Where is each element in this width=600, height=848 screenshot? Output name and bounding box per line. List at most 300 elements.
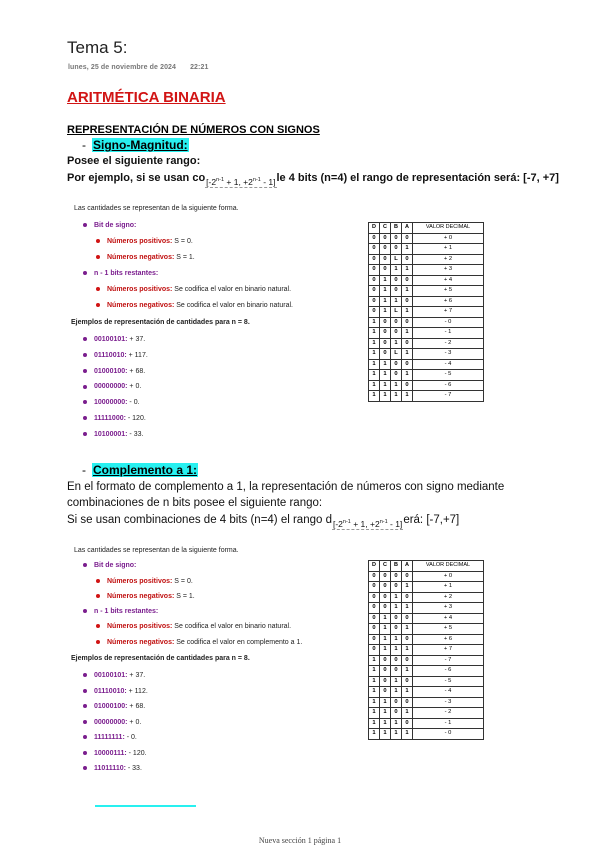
table-cell: + 4 (413, 275, 484, 286)
table-row (369, 254, 484, 265)
table-cell: + 3 (413, 265, 484, 276)
time-text: 22:21 (190, 64, 209, 71)
table-row (369, 592, 484, 603)
table-row (369, 687, 484, 698)
signo-bit-signo (83, 222, 136, 229)
example-item (83, 352, 148, 359)
table-cell: 0 (402, 233, 413, 244)
table-cell: 0 (391, 571, 402, 582)
date-text: lunes, 25 de noviembre de 2024 (68, 64, 177, 71)
table-cell: 1 (391, 718, 402, 729)
table-cell: - 5 (413, 676, 484, 687)
neg2-text: Se codifica el valor en complemento a 1. (174, 639, 303, 646)
table-cell: 0 (369, 592, 380, 603)
table-row (369, 708, 484, 719)
example-binary: 00100101: (94, 672, 128, 679)
table-cell: 0 (391, 317, 402, 328)
comp-line3-end: erá: [-7,+7] (403, 514, 460, 526)
table-cell: - 2 (413, 338, 484, 349)
table-cell: 1 (380, 708, 391, 719)
bullet-icon (83, 720, 87, 724)
table-cell: 0 (380, 592, 391, 603)
signo-figure (68, 205, 358, 438)
formula-mid: + 1, +2 (350, 519, 380, 529)
example-item (83, 765, 142, 772)
main-title: ARITMÉTICA BINARIA (67, 89, 226, 106)
table-cell: 1 (380, 624, 391, 635)
comp-heading (82, 463, 198, 477)
neg-label: Números negativos: (107, 254, 175, 261)
table-cell: 0 (391, 697, 402, 708)
signo-line1: Posee el siguiente rango: (67, 155, 201, 167)
example-value: - 33. (127, 430, 144, 438)
table-cell: 1 (369, 697, 380, 708)
table-cell: 0 (402, 718, 413, 729)
table-cell: 1 (402, 328, 413, 339)
table-cell: 0 (369, 613, 380, 624)
pos-text: S = 0. (172, 238, 193, 245)
table-row (369, 634, 484, 645)
example-item (83, 368, 145, 375)
table-cell: 0 (380, 349, 391, 360)
table-cell: - 5 (413, 370, 484, 381)
formula-exp2: n-1 (379, 519, 388, 526)
table-cell: - 6 (413, 666, 484, 677)
table-header-cell: VALOR DECIMAL (413, 561, 484, 572)
table-cell: 0 (369, 624, 380, 635)
table-cell: 0 (391, 624, 402, 635)
example-binary: 01000100: (94, 367, 128, 375)
table-header-cell: A (402, 223, 413, 234)
example-value: + 0. (127, 718, 142, 726)
table-row (369, 338, 484, 349)
table-cell: + 5 (413, 624, 484, 635)
formula-exp2: n-1 (252, 177, 261, 184)
table-row (369, 265, 484, 276)
signo-intro: Las cantidades se representan de la siguiente forma. (74, 205, 239, 212)
table-cell: 1 (369, 708, 380, 719)
table-cell: 0 (402, 676, 413, 687)
comp-neg (96, 593, 195, 600)
example-value: + 112. (126, 687, 148, 695)
table-cell: 1 (391, 676, 402, 687)
table-cell: - 3 (413, 697, 484, 708)
table-cell: 0 (391, 582, 402, 593)
table-row (369, 349, 484, 360)
table-cell: 0 (380, 254, 391, 265)
table-cell: + 0 (413, 233, 484, 244)
example-value: - 33. (125, 765, 142, 772)
table-cell: 0 (402, 592, 413, 603)
table-cell: 1 (402, 729, 413, 740)
table-cell: 1 (369, 729, 380, 740)
table-cell: L (391, 349, 402, 360)
table-cell: + 7 (413, 645, 484, 656)
table-row (369, 624, 484, 635)
formula-mid: + 1, +2 (224, 177, 253, 187)
signo-line2 (67, 172, 559, 187)
table-cell: 0 (391, 233, 402, 244)
comp-restantes (83, 608, 158, 615)
table-cell: 1 (369, 380, 380, 391)
table-cell: - 1 (413, 328, 484, 339)
signo-heading (82, 138, 189, 152)
formula-open: [-2 (206, 177, 217, 187)
table-cell: 0 (380, 655, 391, 666)
example-value: + 0. (127, 383, 142, 391)
bullet-icon (96, 579, 100, 583)
example-binary: 11111111: (94, 734, 125, 741)
bullet-icon (83, 337, 87, 341)
bit-signo-label: Bit de signo: (94, 222, 137, 229)
table-cell: 0 (380, 338, 391, 349)
signo-formula (205, 177, 276, 188)
signo-ejemplos: Ejemplos de representación de cantidades para n = 8. (71, 319, 250, 326)
table-cell: 1 (402, 582, 413, 593)
table-cell: 0 (369, 244, 380, 255)
bullet-icon (83, 563, 87, 567)
table-cell: 1 (402, 349, 413, 360)
table-row (369, 603, 484, 614)
table-cell: + 2 (413, 592, 484, 603)
table-cell: 0 (369, 603, 380, 614)
table-cell: 0 (369, 265, 380, 276)
signo-neg2 (96, 302, 293, 309)
table-row (369, 571, 484, 582)
table-cell: - 3 (413, 349, 484, 360)
table-cell: 1 (380, 296, 391, 307)
example-binary: 01110010: (94, 351, 127, 359)
table-row (369, 697, 484, 708)
table-cell: - 4 (413, 359, 484, 370)
table-cell: 1 (369, 687, 380, 698)
table-row (369, 582, 484, 593)
example-item (83, 336, 145, 343)
table-row (369, 275, 484, 286)
table-cell: + 4 (413, 613, 484, 624)
comp-pos (96, 578, 193, 585)
formula-exp1: n-1 (216, 177, 225, 184)
bullet-icon (83, 766, 87, 770)
comp-line1: En el formato de complemento a 1, la representación de números con signo mediante (67, 481, 505, 493)
table-cell: 0 (380, 687, 391, 698)
bullet-icon (83, 735, 87, 739)
table-cell: - 7 (413, 655, 484, 666)
table-cell: 0 (391, 359, 402, 370)
table-cell: 1 (380, 370, 391, 381)
table-cell: 0 (402, 655, 413, 666)
formula-close: - 1] (260, 177, 276, 187)
bullet-icon (83, 416, 87, 420)
table-cell: 1 (380, 645, 391, 656)
pos2-label: Números positivos: (107, 286, 173, 293)
table-row (369, 666, 484, 677)
table-cell: 0 (369, 307, 380, 318)
bullet-icon (96, 594, 100, 598)
table-cell: + 7 (413, 307, 484, 318)
table-cell: 0 (391, 708, 402, 719)
table-cell: + 1 (413, 582, 484, 593)
table-cell: 1 (369, 370, 380, 381)
table-cell: 0 (380, 317, 391, 328)
table-row (369, 718, 484, 729)
table-header-cell: D (369, 223, 380, 234)
comp-line3-start: Si se usan combinaciones de 4 bits (n=4) el rango d (67, 514, 332, 526)
table-cell: 1 (391, 380, 402, 391)
example-binary: 00000000: (94, 718, 128, 726)
table-cell: 0 (380, 666, 391, 677)
table-cell: 1 (380, 729, 391, 740)
pos-text: S = 0. (172, 578, 193, 585)
table-cell: 1 (380, 359, 391, 370)
table-cell: 0 (380, 328, 391, 339)
page-footer: Nueva sección 1 página 1 (258, 836, 342, 845)
table-cell: 1 (402, 708, 413, 719)
table-row (369, 370, 484, 381)
table-cell: + 3 (413, 603, 484, 614)
table-cell: 1 (391, 687, 402, 698)
example-value: - 120. (126, 749, 147, 757)
neg2-label: Números negativos: (107, 639, 175, 646)
table-cell: 1 (391, 391, 402, 402)
bullet-icon (83, 609, 87, 613)
table-cell: 1 (380, 275, 391, 286)
table-cell: + 5 (413, 286, 484, 297)
signo-dash: - (82, 138, 86, 152)
table-cell: 1 (369, 655, 380, 666)
example-binary: 10000000: (94, 399, 128, 407)
example-binary: 10000111: (94, 749, 127, 757)
example-item (83, 383, 141, 390)
table-cell: 0 (402, 275, 413, 286)
example-binary: 10100001: (94, 430, 128, 438)
table-cell: 1 (369, 666, 380, 677)
table-cell: - 0 (413, 317, 484, 328)
bullet-icon (83, 673, 87, 677)
example-value: - 0. (127, 399, 140, 407)
table-cell: 0 (369, 275, 380, 286)
table-cell: 1 (380, 718, 391, 729)
table-cell: 0 (369, 254, 380, 265)
table-cell: 0 (380, 582, 391, 593)
table-cell: 0 (380, 233, 391, 244)
pos2-label: Números positivos: (107, 623, 173, 630)
table-cell: 0 (402, 317, 413, 328)
table-cell: 1 (380, 391, 391, 402)
pos2-text: Se codifica el valor en binario natural. (172, 623, 292, 630)
comp-table (368, 560, 484, 740)
table-cell: 0 (391, 275, 402, 286)
signo-heading-text: Signo-Magnitud: (93, 138, 188, 152)
bullet-icon (83, 223, 87, 227)
example-item (83, 688, 148, 695)
table-cell: 1 (369, 676, 380, 687)
table-cell: 1 (369, 349, 380, 360)
table-cell: 1 (391, 296, 402, 307)
comp-intro: Las cantidades se representan de la siguiente forma. (74, 547, 239, 554)
table-cell: 1 (380, 697, 391, 708)
signo-pos2 (96, 286, 291, 293)
table-cell: 1 (369, 391, 380, 402)
table-cell: 1 (369, 328, 380, 339)
bullet-icon (83, 751, 87, 755)
neg-text: S = 1. (174, 254, 195, 261)
table-row (369, 613, 484, 624)
table-cell: 0 (391, 666, 402, 677)
example-item (83, 672, 145, 679)
table-row (369, 676, 484, 687)
formula-exp1: n-1 (342, 519, 351, 526)
bullet-icon (83, 271, 87, 275)
restantes-label: n - 1 bits restantes: (94, 270, 159, 277)
bullet-icon (83, 704, 87, 708)
signo-line2-start: Por ejemplo, si se usan co (67, 172, 206, 184)
table-cell: 0 (402, 296, 413, 307)
example-binary: 11111000: (94, 415, 126, 422)
table-cell: 0 (402, 254, 413, 265)
table-row (369, 233, 484, 244)
bullet-icon (83, 400, 87, 404)
table-cell: 0 (391, 286, 402, 297)
formula-close: - 1] (387, 519, 403, 529)
pos2-text: Se codifica el valor en binario natural. (172, 286, 292, 293)
table-cell: 0 (380, 571, 391, 582)
table-cell: 0 (402, 571, 413, 582)
table-header-cell: B (391, 561, 402, 572)
table-cell: 1 (391, 592, 402, 603)
table-row (369, 359, 484, 370)
table-cell: 0 (380, 603, 391, 614)
signo-restantes (83, 270, 158, 277)
table-header-row (369, 223, 484, 234)
comp-line2: combinaciones de n bits posee el siguiente rango: (67, 497, 323, 509)
table-row (369, 645, 484, 656)
example-value: + 37. (127, 672, 146, 679)
example-item (83, 415, 146, 422)
table-cell: 1 (402, 645, 413, 656)
bullet-icon (83, 432, 87, 436)
table-cell: 1 (380, 286, 391, 297)
comp-ejemplos: Ejemplos de representación de cantidades para n = 8. (71, 655, 250, 662)
table-cell: 0 (369, 571, 380, 582)
bullet-icon (96, 287, 100, 291)
table-cell: 0 (391, 244, 402, 255)
table-cell: - 4 (413, 687, 484, 698)
table-cell: 1 (369, 718, 380, 729)
formula-open: [-2 (332, 519, 343, 529)
example-item (83, 431, 143, 438)
table-cell: L (391, 307, 402, 318)
example-binary: 00100101: (94, 336, 128, 343)
section-heading: REPRESENTACIÓN DE NÚMEROS CON SIGNOS (67, 124, 320, 136)
page-title: Tema 5: (67, 38, 128, 57)
page-date (68, 64, 208, 71)
pos-label: Números positivos: (107, 578, 173, 585)
table-cell: 0 (369, 645, 380, 656)
table-cell: 1 (391, 265, 402, 276)
table-cell: 1 (369, 359, 380, 370)
table-cell: 0 (380, 676, 391, 687)
table-cell: 0 (380, 244, 391, 255)
table-cell: 1 (402, 687, 413, 698)
table-cell: 0 (402, 697, 413, 708)
table-cell: - 6 (413, 380, 484, 391)
example-item (83, 719, 141, 726)
comp-figure (68, 547, 358, 777)
table-header-cell: C (380, 561, 391, 572)
table-row (369, 729, 484, 740)
table-cell: 0 (402, 359, 413, 370)
table-cell: 1 (380, 380, 391, 391)
comp-dash: - (82, 463, 86, 477)
table-row (369, 391, 484, 402)
table-cell: - 1 (413, 718, 484, 729)
table-header-cell: VALOR DECIMAL (413, 223, 484, 234)
bit-signo-label: Bit de signo: (94, 562, 137, 569)
example-value: - 120. (125, 415, 146, 422)
table-cell: - 2 (413, 708, 484, 719)
neg2-text: Se codifica el valor en binario natural. (174, 302, 293, 309)
neg2-label: Números negativos: (107, 302, 175, 309)
signo-pos (96, 238, 193, 245)
bullet-icon (96, 255, 100, 259)
bullet-icon (96, 640, 100, 644)
table-cell: L (391, 254, 402, 265)
table-cell: 1 (391, 729, 402, 740)
bullet-icon (83, 369, 87, 373)
table-cell: 1 (369, 338, 380, 349)
table-cell: 1 (369, 317, 380, 328)
table-cell: - 0 (413, 729, 484, 740)
example-binary: 00000000: (94, 383, 128, 391)
comp-formula (332, 519, 403, 530)
table-cell: 0 (391, 328, 402, 339)
example-value: + 68. (127, 367, 146, 375)
table-cell: 1 (391, 338, 402, 349)
table-row (369, 307, 484, 318)
table-cell: 1 (402, 391, 413, 402)
table-cell: 0 (391, 613, 402, 624)
table-cell: 1 (402, 307, 413, 318)
signo-table (368, 222, 484, 402)
signo-neg (96, 254, 195, 261)
bullet-icon (96, 303, 100, 307)
pos-label: Números positivos: (107, 238, 173, 245)
example-binary: 01000100: (94, 703, 128, 710)
table-row (369, 655, 484, 666)
table-cell: 0 (402, 380, 413, 391)
table-cell: 0 (391, 655, 402, 666)
table-cell: 0 (369, 286, 380, 297)
table-cell: 0 (369, 634, 380, 645)
comp-heading-text: Complemento a 1: (93, 463, 198, 477)
table-cell: 1 (402, 666, 413, 677)
table-cell: 1 (402, 244, 413, 255)
comp-pos2 (96, 623, 291, 630)
example-item (83, 734, 137, 741)
bullet-icon (96, 239, 100, 243)
example-item (83, 750, 147, 757)
table-cell: 1 (391, 645, 402, 656)
table-cell: + 6 (413, 634, 484, 645)
bullet-icon (83, 385, 87, 389)
table-header-cell: B (391, 223, 402, 234)
table-cell: 1 (402, 265, 413, 276)
table-cell: 1 (402, 624, 413, 635)
table-cell: + 1 (413, 244, 484, 255)
table-row (369, 286, 484, 297)
table-cell: 0 (402, 338, 413, 349)
